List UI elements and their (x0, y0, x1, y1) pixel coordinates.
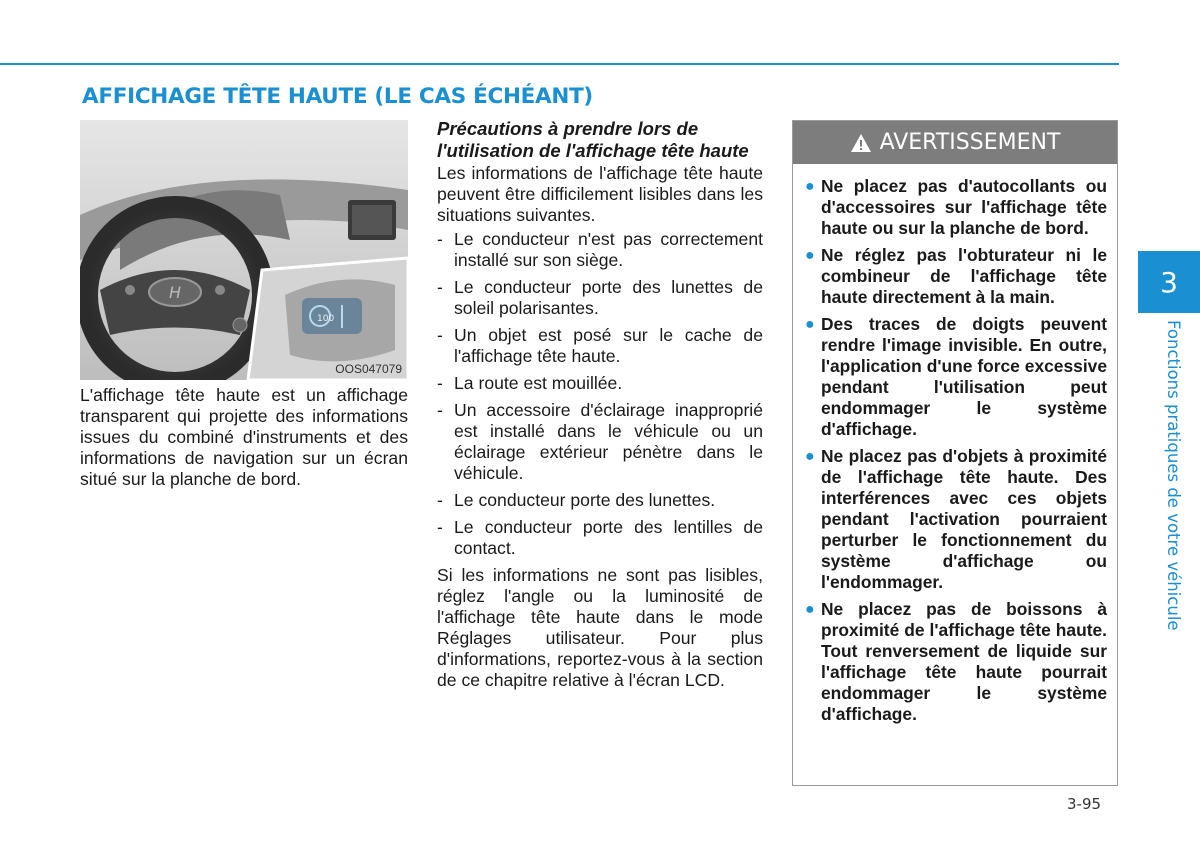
warning-header (793, 121, 1117, 164)
dashboard-hud-illustration (80, 120, 408, 380)
list-item: - Le conducteur n'est pas correctement installé sur son siège. (437, 229, 763, 270)
intro-paragraph (80, 385, 408, 490)
list-item: ● Ne placez pas d'objets à proximité de l'affichage tête haute. Des interférences avec ces objets pendant l'activation pourraient perturber le fonctionnement du système d'affichage ou l'endommager. (805, 446, 1107, 592)
bullet-dot: ● (805, 448, 815, 465)
list-item: ● Ne réglez pas l'obturateur ni le combineur de l'affichage tête haute directement à la main. (805, 245, 1107, 307)
figure-code: OOS047079 (335, 362, 402, 376)
warning-title: AVERTISSEMENT (879, 130, 1061, 155)
dash-marker: - (437, 229, 443, 249)
precautions-closing: Si les informations ne sont pas lisibles, réglez l'angle ou la luminosité de l'affichage tête haute dans le mode Réglages utilisateur. Pour plus d'informations, reportez-vous à la section de ce chapitre relative à l'écran LCD. (437, 565, 763, 690)
dash-marker: - (437, 373, 443, 393)
precautions-lead: Les informations de l'affichage tête haute peuvent être difficilement lisibles dans les situations suivantes. (437, 163, 763, 225)
svg-text:100: 100 (317, 314, 335, 324)
warning-triangle-icon (850, 133, 872, 153)
warning-box (792, 120, 1118, 786)
list-item: - Le conducteur porte des lentilles de contact. (437, 517, 763, 558)
section-title: AFFICHAGE TÊTE HAUTE (LE CAS ÉCHÉANT) (82, 84, 593, 109)
list-item: - Le conducteur porte des lunettes de soleil polarisantes. (437, 277, 763, 318)
list-item: ● Ne placez pas d'autocollants ou d'accessoires sur l'affichage tête haute ou sur la planche de bord. (805, 176, 1107, 238)
list-item: - Un accessoire d'éclairage inapproprié est installé dans le véhicule ou un éclairage extérieur pénètre dans le véhicule. (437, 400, 763, 483)
precautions-heading: Précautions à prendre lors de l'utilisation de l'affichage tête haute (437, 118, 749, 161)
list-item: - La route est mouillée. (437, 373, 623, 393)
dash-marker: - (437, 277, 443, 297)
list-item: ● Ne placez pas de boissons à proximité de l'affichage tête haute. Tout renversement de liquide sur l'affichage tête haute pourrait endommager le système d'affichage. (805, 599, 1107, 724)
list-item: - Un objet est posé sur le cache de l'affichage tête haute. (437, 325, 763, 366)
list-item: - Le conducteur porte des lunettes. (437, 490, 716, 510)
page-number: 3-95 (1067, 795, 1102, 813)
dashboard-figure (80, 120, 408, 380)
bullet-dot: ● (805, 601, 815, 618)
chapter-number-tab: 3 (1138, 251, 1200, 313)
dash-marker: - (437, 325, 443, 345)
bullet-dot: ● (805, 247, 815, 264)
intro-text: L'affichage tête haute est un affichage transparent qui projette des informations issues du combiné d'instruments et des informations de navigation sur un écran situé sur la planche de bord. (80, 385, 408, 489)
bullet-dot: ● (805, 316, 815, 333)
dash-marker: - (437, 490, 443, 510)
top-rule (0, 63, 1119, 65)
dash-marker: - (437, 400, 443, 420)
bullet-dot: ● (805, 178, 815, 195)
chapter-title: Fonctions pratiques de votre véhicule (1164, 320, 1183, 631)
precautions-list (437, 229, 763, 559)
dash-marker: - (437, 517, 443, 537)
svg-text:H: H (168, 283, 182, 302)
precautions-section (437, 118, 763, 691)
warning-list (793, 164, 1117, 725)
list-item: ● Des traces de doigts peuvent rendre l'image invisible. En outre, l'application d'une force excessive pendant l'utilisation peut endommager le système d'affichage. (805, 314, 1107, 439)
